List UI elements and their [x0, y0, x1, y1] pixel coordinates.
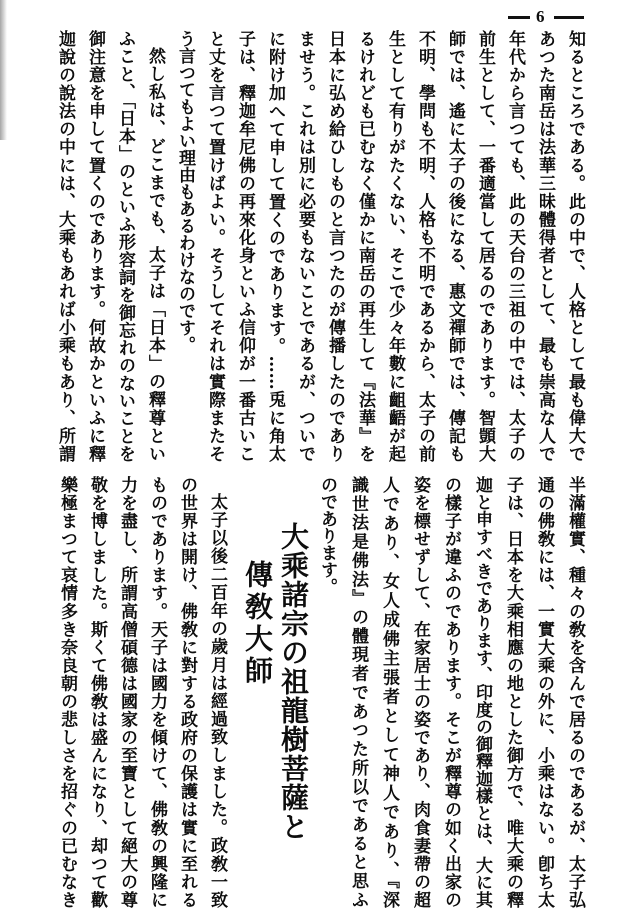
- text-column: 年代から言つても、此の天台の三祖の中では、太子の: [505, 30, 525, 462]
- text-column: るけれども已むなく僅かに南岳の再生して『法華』を: [355, 30, 375, 462]
- lower-left-text-block: [52, 476, 232, 908]
- text-column-paragraph-end: のであります。: [317, 476, 337, 595]
- text-column: 師では、遙に太子の後になる、惠文禪師では、傳記も: [445, 30, 465, 462]
- text-column: 日本に弘め給ひしものと言つたのが傳播したのであり: [325, 30, 345, 462]
- text-column: 樂極まつて哀情多き奈良朝の悲しさを招ぐの已むなき: [57, 476, 77, 908]
- text-column-paragraph-end: う言つてもよい理由もあるわけなのです。: [175, 30, 195, 353]
- text-column: 生として有りがたくない、そこで少々年數に齟齬が起: [385, 30, 405, 462]
- upper-text-block: [50, 30, 590, 462]
- lower-right-text-block: [311, 476, 590, 908]
- text-column: 知るところである。此の中で、人格として最も偉大で: [565, 30, 585, 462]
- text-column: 子は、日本を大乘相應の地とした御方で、唯大乘の釋: [503, 476, 523, 908]
- text-column: 識世法是佛法』の體現者であつた所以であると思ふ: [348, 476, 368, 908]
- text-column: ませう。これは別に必要もないことであるが、ついで: [295, 30, 315, 462]
- text-column: 迦と申すべきであります、印度の御釋迦樣とは、大に其: [472, 476, 492, 908]
- page-number-rule-right: [554, 16, 584, 19]
- text-column: と丈を言つて置けばよい。そうしてそれは實際またそ: [205, 30, 225, 462]
- page-number-rule-left: [508, 16, 530, 19]
- text-column: の樣子が違ふのであります。そこが釋尊の如く出家の: [441, 476, 461, 908]
- text-column: ものであります。天子は國力を傾けて、佛敎の興隆に: [147, 476, 167, 908]
- page-number-header: [500, 6, 590, 28]
- text-column: あつた南岳は法華三昧體得者として、最も崇高な人で: [535, 30, 555, 462]
- text-column: 迦說の說法の中には、大乘もあれば小乘もあり、所謂: [55, 30, 75, 462]
- text-column: 人であり、女人成佛主張者として神人であり、『深: [379, 476, 399, 908]
- text-column: ふこと、「日本」のといふ形容詞を御忘れのないことを: [115, 30, 135, 462]
- section-heading-line-1: 大乘諸宗の祖龍樹菩薩と: [277, 522, 310, 841]
- section-heading-line-2: 傳敎大師: [241, 560, 274, 688]
- text-column: 半滿權實、種々の敎を含んで居るのであるが、太子弘: [565, 476, 585, 908]
- scan-edge-shadow: [0, 0, 7, 140]
- text-column: の世界は開け、佛敎に對する政府の保護は實に至れる: [177, 476, 197, 908]
- text-column: に附け加へて申して置くのであります。……兎に角太: [265, 30, 285, 462]
- text-column: 御注意を申して置くのであります。何故かといふに釋: [85, 30, 105, 462]
- text-column: 子は、釋迦牟尼佛の再來化身といふ信仰が一番古いこ: [235, 30, 255, 462]
- text-column-paragraph-start: 然し私は、どこまでも、太子は「日本」の釋尊とい: [145, 47, 165, 462]
- page-number: 6: [536, 7, 545, 26]
- text-column-paragraph-start: 太子以後二百年の歲月は經過致しました。政敎一致: [207, 493, 227, 908]
- text-column: 前生として、一番適當して居るのであります。智顗大: [475, 30, 495, 462]
- text-column: 不明、學問も不明、人格も不明であるから、太子の前: [415, 30, 435, 462]
- text-column: 姿を標せずして、在家居士の姿であり、肉食妻帶の超: [410, 476, 430, 908]
- text-column: 通の佛敎には、一實大乘の外に、小乘はない。卽ち太: [534, 476, 554, 908]
- text-column: 敬を博しました。斯くて佛敎は盛んになり、却つて歡: [87, 476, 107, 908]
- text-column: 力を盡し、所謂高僧碩德は國家の至寶として絕大の尊: [117, 476, 137, 908]
